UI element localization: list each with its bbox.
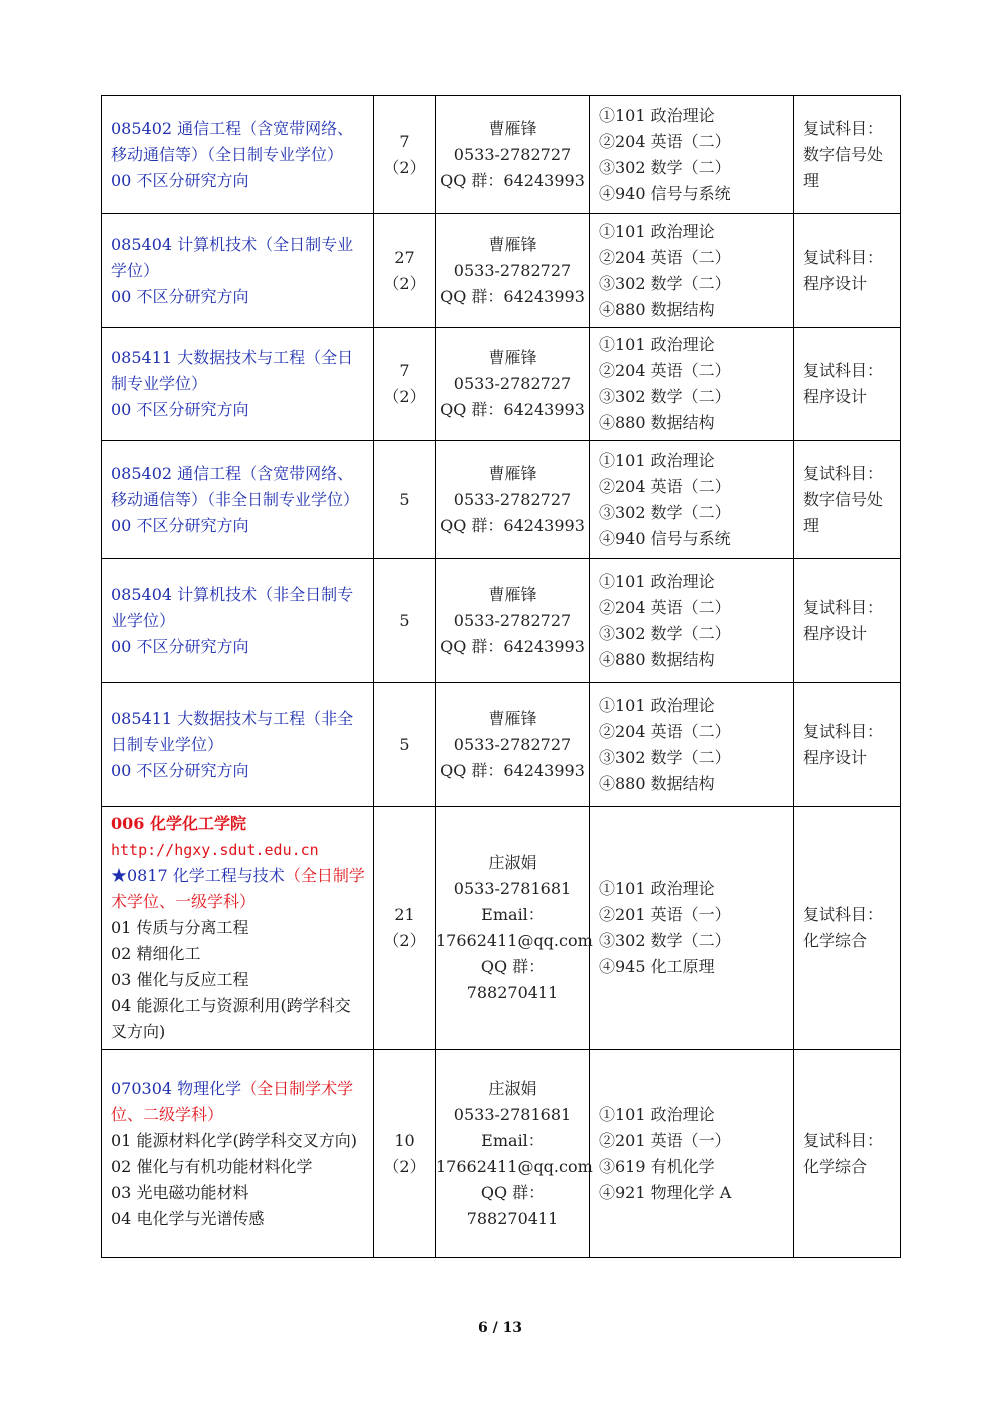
exam-subject: ③302 数学（二）: [599, 623, 731, 643]
major-line: 02 精细化工: [111, 944, 201, 963]
exam-subject: ④880 数据结构: [599, 649, 715, 669]
major-line-part: （全日制学术学位、二级学科）: [111, 1078, 354, 1124]
exam-subjects-cell: [590, 214, 794, 328]
contact-line: 曹雁锋: [488, 348, 537, 367]
retest-note-cell: [794, 96, 901, 214]
retest-note-cell: [794, 559, 901, 683]
enrollment-cell: [374, 328, 436, 441]
table-row: [102, 96, 901, 214]
contact-line: 0533-2782727: [453, 610, 572, 630]
contact-line: QQ 群：64243993: [440, 636, 585, 656]
enrollment-cell: [374, 96, 436, 214]
enrollment-value: 27: [394, 247, 415, 267]
major-line: 00 不区分研究方向: [111, 170, 249, 190]
major-line: 03 光电磁功能材料: [111, 1182, 249, 1202]
major-line: 085402 通信工程（含宽带网络、移动通信等）（全日制专业学位）: [111, 118, 354, 164]
retest-note-cell: [794, 328, 901, 441]
enrollment-cell: [374, 214, 436, 328]
contact-cell: [436, 1050, 593, 1258]
exam-subject: ④880 数据结构: [599, 773, 715, 793]
retest-note: 复试科目：程序设计: [803, 247, 884, 293]
contact-cell: [436, 328, 590, 441]
enrollment-value: 21: [394, 905, 415, 924]
retest-note: 复试科目：数字信号处理: [803, 463, 884, 535]
exam-subject: ①101 政治理论: [599, 571, 715, 591]
exam-subject: ③302 数学（二）: [599, 387, 731, 406]
major-line: 04 能源化工与资源利用(跨学科交叉方向): [111, 996, 351, 1041]
major-line-part: ★0817 化学工程与技术: [111, 866, 285, 885]
enrollment-value: （2）: [383, 931, 426, 950]
contact-line: 庄淑娟: [488, 853, 537, 872]
contact-cell: [436, 214, 590, 328]
exam-subject: ①101 政治理论: [599, 335, 715, 354]
exam-subjects-cell: [590, 683, 794, 807]
exam-subject: ④921 物理化学 A: [599, 1182, 732, 1202]
contact-line: 0533-2782727: [453, 489, 572, 509]
major-cell: [102, 1050, 374, 1258]
contact-cell: [436, 559, 590, 683]
enrollment-cell: [374, 1050, 436, 1258]
retest-note-cell: [794, 683, 901, 807]
contact-line: 0533-2782727: [453, 144, 572, 164]
contact-line: QQ 群：788270411: [466, 1182, 559, 1228]
enrollment-value: 5: [399, 489, 410, 509]
contact-cell: [436, 441, 590, 559]
major-line: 00 不区分研究方向: [111, 515, 249, 535]
major-line: [111, 863, 365, 915]
contact-line: QQ 群：64243993: [440, 170, 585, 190]
table-row: [102, 328, 901, 441]
contact-line: 曹雁锋: [488, 584, 537, 604]
contact-line: 曹雁锋: [488, 463, 537, 483]
exam-subject: ②204 英语（二）: [599, 247, 731, 267]
contact-line: 17662411@qq.com: [436, 931, 593, 950]
table-row: [102, 807, 901, 1050]
enrollment-cell: [374, 441, 436, 559]
exam-subject: ③302 数学（二）: [599, 157, 731, 177]
table-row: [102, 683, 901, 807]
exam-subject: ④940 信号与系统: [599, 528, 731, 548]
contact-line: 0533-2782727: [453, 734, 572, 754]
major-cell: [102, 214, 374, 328]
retest-note: 复试科目：化学综合: [803, 905, 884, 950]
table-row: [102, 214, 901, 328]
major-line: 085404 计算机技术（全日制专业学位）: [111, 234, 354, 280]
contact-line: 庄淑娟: [488, 1078, 537, 1098]
contact-cell: [436, 807, 593, 1050]
exam-subject: ②204 英语（二）: [599, 597, 731, 617]
retest-note: 复试科目：化学综合: [803, 1130, 884, 1176]
exam-subject: ③302 数学（二）: [599, 502, 731, 522]
major-line-part: （全日制学术学位、一级学科）: [111, 866, 365, 911]
exam-subject: ④880 数据结构: [599, 413, 715, 432]
page-separator: /: [492, 1320, 498, 1336]
exam-subjects-cell: [590, 807, 794, 1050]
contact-line: 0533-2781681: [453, 879, 572, 898]
contact-line: 0533-2782727: [453, 260, 572, 280]
department-title: 006 化学化工学院: [111, 814, 246, 833]
enrollment-cell: [374, 683, 436, 807]
major-line: 02 催化与有机功能材料化学: [111, 1156, 313, 1176]
enrollment-cell: [374, 807, 436, 1050]
major-line: 00 不区分研究方向: [111, 400, 249, 419]
exam-subject: ③302 数学（二）: [599, 931, 731, 950]
major-line: [111, 1076, 365, 1128]
major-line: 085411 大数据技术与工程（全日制专业学位）: [111, 348, 354, 393]
retest-note-cell: [794, 1050, 901, 1258]
enrollment-value: 7: [399, 131, 410, 151]
department-url: http://hgxy.sdut.edu.cn: [111, 841, 319, 859]
exam-subject: ①101 政治理论: [599, 105, 715, 125]
major-line: 03 催化与反应工程: [111, 970, 249, 989]
major-line: 01 能源材料化学(跨学科交叉方向): [111, 1130, 357, 1150]
enrollment-value: 7: [399, 361, 410, 380]
exam-subject: ③302 数学（二）: [599, 747, 731, 767]
exam-subject: ②204 英语（二）: [599, 131, 731, 151]
major-line: 00 不区分研究方向: [111, 760, 249, 780]
exam-subject: ④940 信号与系统: [599, 183, 731, 203]
major-cell: [102, 96, 374, 214]
major-cell: [102, 807, 374, 1050]
major-cell: [102, 441, 374, 559]
admission-table: [101, 95, 901, 1258]
contact-cell: [436, 96, 590, 214]
exam-subjects-cell: [590, 441, 794, 559]
enrollment-value: （2）: [383, 1156, 426, 1176]
major-cell: [102, 559, 374, 683]
major-line: 00 不区分研究方向: [111, 286, 249, 306]
page-total: 13: [502, 1320, 523, 1336]
exam-subject: ②204 英语（二）: [599, 476, 731, 496]
exam-subject: ③619 有机化学: [599, 1156, 715, 1176]
contact-line: 0533-2781681: [453, 1104, 572, 1124]
exam-subject: ②204 英语（二）: [599, 361, 731, 380]
major-cell: [102, 683, 374, 807]
contact-line: 曹雁锋: [488, 118, 537, 138]
exam-subjects-cell: [590, 96, 794, 214]
exam-subject: ④880 数据结构: [599, 299, 715, 319]
contact-line: 曹雁锋: [488, 234, 537, 254]
exam-subject: ②201 英语（一）: [599, 1130, 731, 1150]
enrollment-value: （2）: [383, 387, 426, 406]
retest-note: 复试科目：程序设计: [803, 597, 884, 643]
retest-note: 复试科目：程序设计: [803, 721, 884, 767]
major-line: 085404 计算机技术（非全日制专业学位）: [111, 584, 354, 630]
exam-subject: ①101 政治理论: [599, 879, 715, 898]
contact-line: QQ 群：64243993: [440, 515, 585, 535]
retest-note-cell: [794, 214, 901, 328]
contact-line: 曹雁锋: [488, 708, 537, 728]
major-line: 01 传质与分离工程: [111, 918, 249, 937]
contact-line: QQ 群：64243993: [440, 400, 585, 419]
contact-line: QQ 群：788270411: [466, 957, 559, 1002]
page-number: 6: [477, 1320, 488, 1336]
retest-note-cell: [794, 807, 901, 1050]
retest-note: 复试科目：数字信号处理: [803, 118, 884, 190]
enrollment-cell: [374, 559, 436, 683]
table-row: [102, 559, 901, 683]
major-line: 04 电化学与光谱传感: [111, 1208, 265, 1228]
retest-note: 复试科目：程序设计: [803, 361, 884, 406]
table-row: [102, 1050, 901, 1258]
contact-line: QQ 群：64243993: [440, 760, 585, 780]
contact-line: 0533-2782727: [453, 374, 572, 393]
exam-subject: ①101 政治理论: [599, 695, 715, 715]
retest-note-cell: [794, 441, 901, 559]
exam-subject: ①101 政治理论: [599, 221, 715, 241]
contact-line: QQ 群：64243993: [440, 286, 585, 306]
major-line-part: 070304 物理化学: [111, 1078, 242, 1098]
contact-cell: [436, 683, 590, 807]
exam-subjects-cell: [590, 328, 794, 441]
enrollment-value: 10: [394, 1130, 415, 1150]
page-footer: [0, 1320, 1000, 1336]
exam-subject: ②201 英语（一）: [599, 905, 731, 924]
admission-table-body: [102, 96, 901, 1258]
table-row: [102, 441, 901, 559]
exam-subject: ③302 数学（二）: [599, 273, 731, 293]
enrollment-value: 5: [399, 610, 410, 630]
exam-subject: ①101 政治理论: [599, 450, 715, 470]
major-line: 085402 通信工程（含宽带网络、移动通信等）（非全日制专业学位）: [111, 463, 360, 509]
major-cell: [102, 328, 374, 441]
exam-subjects-cell: [590, 1050, 794, 1258]
exam-subject: ①101 政治理论: [599, 1104, 715, 1124]
contact-line: Email：: [481, 1130, 544, 1150]
enrollment-value: 5: [399, 734, 410, 754]
exam-subjects-cell: [590, 559, 794, 683]
enrollment-value: （2）: [383, 273, 426, 293]
exam-subject: ②204 英语（二）: [599, 721, 731, 741]
enrollment-value: （2）: [383, 157, 426, 177]
contact-line: 17662411@qq.com: [436, 1156, 593, 1176]
major-line: 085411 大数据技术与工程（非全日制专业学位）: [111, 708, 354, 754]
contact-line: Email：: [481, 905, 544, 924]
exam-subject: ④945 化工原理: [599, 957, 715, 976]
major-line: 00 不区分研究方向: [111, 636, 249, 656]
